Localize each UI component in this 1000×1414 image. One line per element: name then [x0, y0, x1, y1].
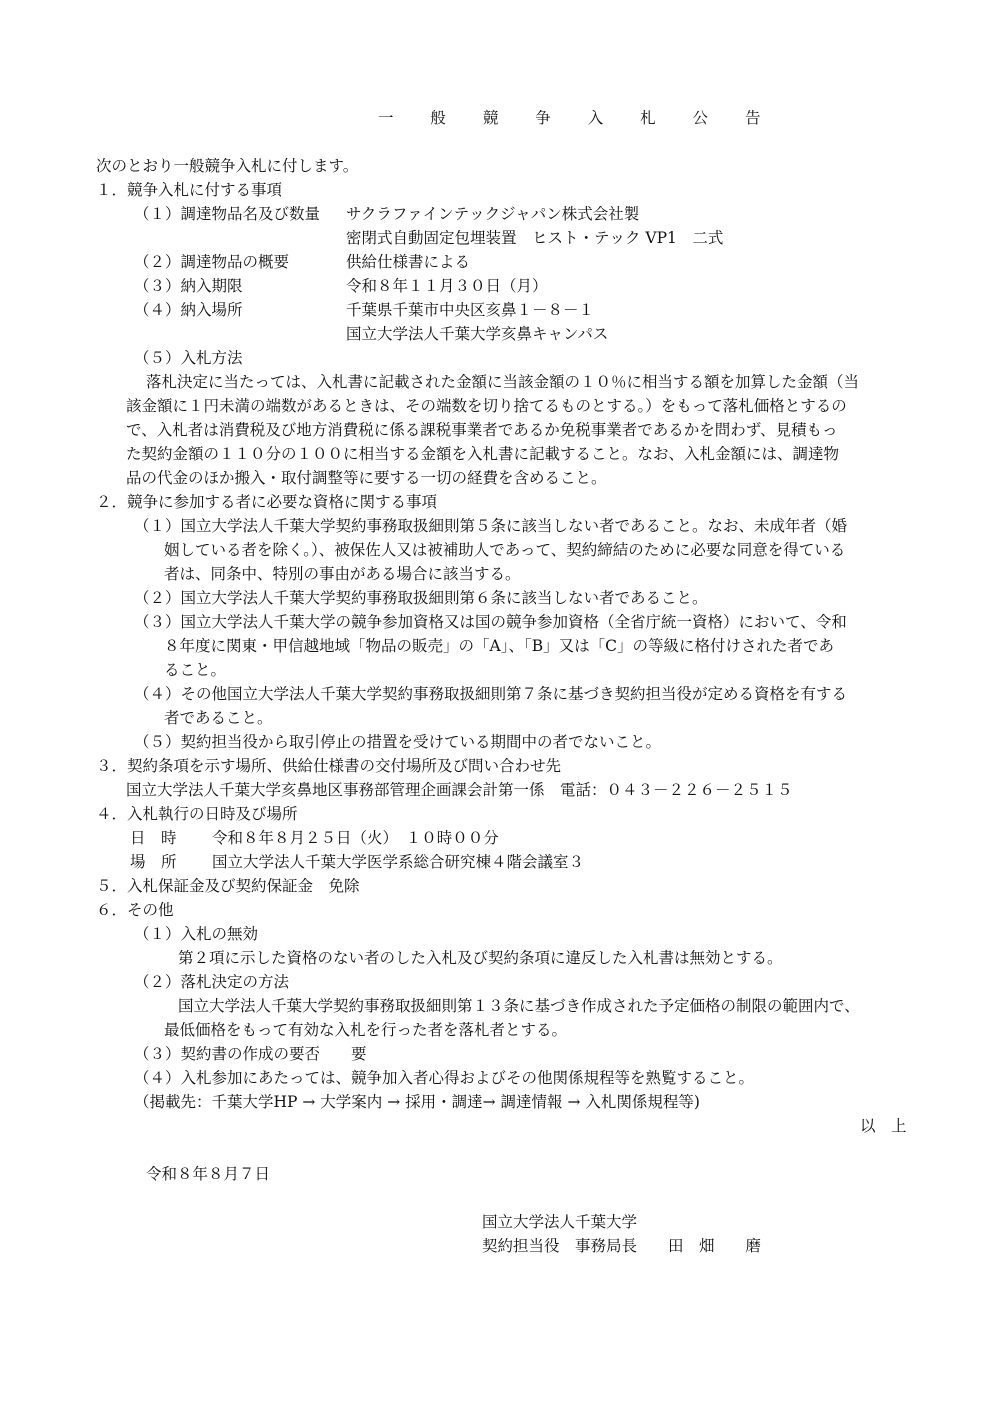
bid-date-label: 日 時 — [130, 829, 177, 847]
bid-method-line: で、入札者は消費税及び地方消費税に係る課税事業者であるか免税事業者であるかを問わず、見積もっ — [126, 421, 838, 439]
item-1-1-value-2: 密閉式自動固定包埋装置 ヒスト・テック VP1 二式 — [346, 229, 724, 247]
document-title: 一 般 競 争 入 札 公 告 — [378, 109, 777, 127]
contact-info: 国立大学法人千葉大学亥鼻地区事務部管理企画課会計第一係 電話：０４３－２２６－２５１５ — [126, 781, 793, 799]
item-1-2-label: （２）調達物品の概要 — [134, 253, 290, 271]
qualification-1-line: （１）国立大学法人千葉大学契約事務取扱細則第５条に該当しない者であること。なお、未成年者（婚 — [134, 517, 848, 535]
qualification-1-line: 姻している者を除く。）、被保佐人又は被補助人であって、契約締結のために必要な同意を得ている — [164, 541, 846, 559]
item-1-3-label: （３）納入期限 — [134, 277, 243, 295]
other-4: （４）入札参加にあたっては、競争加入者心得およびその他関係規程等を熟覧すること。 — [134, 1069, 755, 1087]
bid-date-value: 令和８年８月２５日（火） １０時００分 — [212, 829, 499, 847]
qualification-1-line: 者は、同条中、特別の事由がある場合に該当する。 — [164, 565, 521, 583]
other-2-body-line: 国立大学法人千葉大学契約事務取扱細則第１３条に基づき作成された予定価格の制限の範囲内で、 — [178, 997, 860, 1015]
issuer-signer: 契約担当役 事務局長 田 畑 磨 — [482, 1237, 762, 1255]
issuer-organization: 国立大学法人千葉大学 — [482, 1213, 638, 1231]
qualification-2: （２）国立大学法人千葉大学契約事務取扱細則第６条に該当しない者であること。 — [134, 589, 708, 607]
section-3-heading: ３．契約条項を示す場所、供給仕様書の交付場所及び問い合わせ先 — [96, 757, 562, 775]
item-1-4-label: （４）納入場所 — [134, 301, 243, 319]
intro-text: 次のとおり一般競争入札に付します。 — [96, 157, 359, 175]
item-1-4-value-2: 国立大学法人千葉大学亥鼻キャンパス — [346, 325, 609, 343]
other-1-body: 第２項に示した資格のない者のした入札及び契約条項に違反した入札書は無効とする。 — [178, 949, 783, 967]
other-2-label: （２）落札決定の方法 — [134, 973, 290, 991]
qualification-3-line: ８年度に関東・甲信越地域「物品の販売」の「A」、「B」又は「C」の等級に格付けされた者であ — [164, 637, 834, 655]
qualification-3-line: （３）国立大学法人千葉大学の競争参加資格又は国の競争参加資格（全省庁統一資格）において、令和 — [134, 613, 847, 631]
other-4-note: （掲載先：千葉大学HP → 大学案内 → 採用・調達→ 調達情報 → 入札関係規程等) — [134, 1093, 700, 1111]
section-6-heading: ６．その他 — [96, 901, 174, 919]
item-1-1-value: サクラファインテックジャパン株式会社製 — [346, 205, 640, 223]
bid-place-label: 場 所 — [130, 853, 177, 871]
closing-text: 以 上 — [860, 1117, 907, 1135]
item-1-4-value: 千葉県千葉市中央区亥鼻１－８－１ — [346, 301, 595, 319]
qualification-4-line: 者であること。 — [164, 709, 273, 727]
other-2-body-line: 最低価格をもって有効な入札を行った者を落札者とする。 — [164, 1021, 568, 1039]
qualification-5: （５）契約担当役から取引停止の措置を受けている期間中の者でないこと。 — [134, 733, 662, 751]
section-5-heading: ５．入札保証金及び契約保証金 免除 — [96, 877, 360, 895]
bid-place-value: 国立大学法人千葉大学医学系総合研究棟４階会議室３ — [212, 853, 585, 871]
section-1-heading: １．競争入札に付する事項 — [96, 181, 283, 199]
item-1-3-value: 令和８年１１月３０日（月） — [346, 277, 548, 295]
bid-method-line: 落札決定に当たっては、入札書に記載された金額に当該金額の１０％に相当する額を加算した金額（当 — [146, 373, 860, 391]
item-1-1-label: （１）調達物品名及び数量 — [134, 205, 321, 223]
section-2-heading: ２．競争に参加する者に必要な資格に関する事項 — [96, 493, 438, 511]
item-1-5-label: （５）入札方法 — [134, 349, 243, 367]
notice-date: 令和８年８月７日 — [146, 1165, 271, 1183]
bid-method-line: た契約金額の１１０分の１００に相当する金額を入札書に記載すること。なお、入札金額には、調達物 — [126, 445, 840, 463]
other-1-label: （１）入札の無効 — [134, 925, 259, 943]
bid-method-line: 品の代金のほか搬入・取付調整等に要する一切の経費を含めること。 — [126, 469, 607, 487]
qualification-4-line: （４）その他国立大学法人千葉大学契約事務取扱細則第７条に基づき契約担当役が定める資格を有する — [134, 685, 848, 703]
qualification-3-line: ること。 — [164, 661, 227, 679]
bid-method-line: 該金額に１円未満の端数があるときは、その端数を切り捨てるものとする。）をもって落札価格とするの — [126, 397, 847, 415]
item-1-2-value: 供給仕様書による — [346, 253, 471, 271]
other-3: （３）契約書の作成の要否 要 — [134, 1045, 367, 1063]
section-4-heading: ４．入札執行の日時及び場所 — [96, 805, 298, 823]
